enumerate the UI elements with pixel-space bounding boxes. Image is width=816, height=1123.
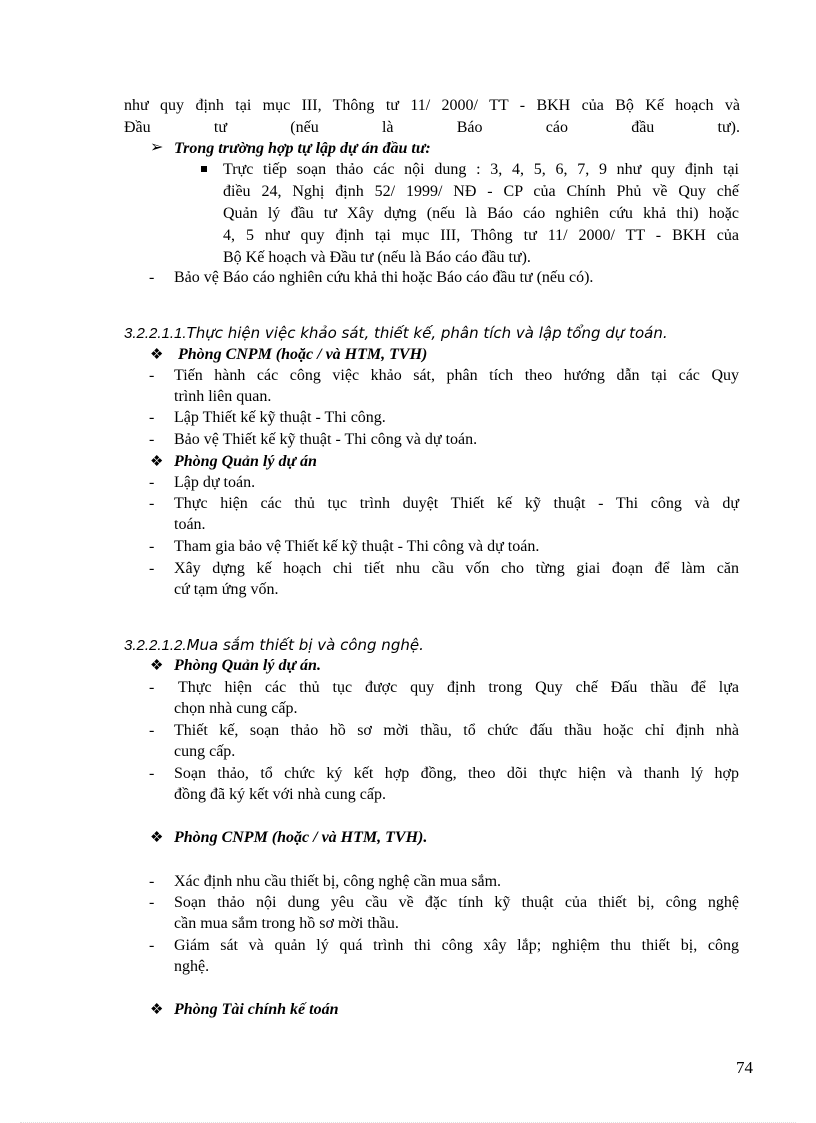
list-item: Bảo vệ Thiết kế kỹ thuật - Thi công và dự toán. — [174, 431, 478, 448]
dash-bullet: - — [149, 538, 155, 555]
list-item-cont: toán. — [174, 516, 206, 533]
dash-bullet: - — [149, 474, 155, 491]
list-item: Tham gia bảo vệ Thiết kế kỹ thuật - Thi công và dự toán. — [174, 538, 540, 555]
list-item-cont: chọn nhà cung cấp. — [174, 700, 298, 717]
diamond-bullet-icon: ❖ — [150, 454, 164, 470]
section-title: Thực hiện việc khảo sát, thiết kế, phân tích và lập tổng dự toán. — [186, 324, 668, 342]
diamond-bullet-icon: ❖ — [150, 658, 164, 674]
list-item: Thiết kế, soạn thảo hồ sơ mời thầu, tổ chức đấu thầu hoặc chỉ định nhà — [174, 722, 739, 739]
diamond-bullet-icon: ❖ — [150, 347, 164, 363]
list-item: Thực hiện các thủ tục được quy định trong Quy chế Đấu thầu để lựa — [178, 679, 739, 696]
list-item: Lập Thiết kế kỹ thuật - Thi công. — [174, 409, 386, 426]
list-item: Lập dự toán. — [174, 474, 256, 491]
dash-bullet: - — [149, 409, 155, 426]
bullet-line: Bộ Kế hoạch và Đầu tư (nếu là Báo cáo đầu tư). — [223, 249, 531, 266]
list-item: Bảo vệ Báo cáo nghiên cứu khả thi hoặc Báo cáo đầu tư (nếu có). — [174, 269, 594, 286]
list-item: Soạn thảo, tổ chức ký kết hợp đồng, theo dõi thực hiện và thanh lý hợp — [174, 765, 739, 782]
bullet-line: Trực tiếp soạn thảo các nội dung : 3, 4, 5, 6, 7, 9 như quy định tại — [223, 161, 739, 178]
dash-bullet: - — [149, 679, 155, 696]
paragraph-line: Đầu tư (nếu là Báo cáo đầu tư). — [124, 119, 740, 136]
page-number: 74 — [736, 1058, 753, 1077]
paragraph-line: như quy định tại mục III, Thông tư 11/ 2000/ TT - BKH của Bộ Kế hoạch và — [124, 97, 740, 114]
list-item-cont: cứ tạm ứng vốn. — [174, 581, 279, 598]
dash-bullet: - — [149, 431, 155, 448]
bullet-line: Quản lý đầu tư Xây dựng (nếu là Báo cáo nghiên cứu khả thi) hoặc — [223, 205, 739, 222]
section-number: 3.2.2.1.1. — [124, 325, 187, 342]
arrow-bullet-icon: ➢ — [150, 139, 164, 156]
list-item-cont: nghệ. — [174, 958, 210, 975]
list-item: Thực hiện các thủ tục trình duyệt Thiết kế kỹ thuật - Thi công và dự — [174, 495, 739, 512]
department-heading: Phòng CNPM (hoặc / và HTM, TVH) — [178, 346, 428, 363]
list-item: Giám sát và quản lý quá trình thi công xây lắp; nghiệm thu thiết bị, công — [174, 937, 739, 954]
section-heading — [124, 635, 424, 656]
dash-bullet: - — [149, 894, 155, 911]
list-item: Tiến hành các công việc khảo sát, phân tích theo hướng dẫn tại các Quy — [174, 367, 739, 384]
bullet-line: 4, 5 như quy định tại mục III, Thông tư 11/ 2000/ TT - BKH của — [223, 227, 739, 244]
dash-bullet: - — [149, 765, 155, 782]
list-item-cont: cần mua sắm trong hồ sơ mời thầu. — [174, 915, 399, 932]
bullet-line: điều 24, Nghị định 52/ 1999/ NĐ - CP của Chính Phủ về Quy chế — [223, 183, 739, 200]
department-heading: Phòng Quản lý dự án. — [174, 657, 321, 674]
dash-bullet: - — [149, 269, 155, 286]
list-item-cont: đồng đã ký kết với nhà cung cấp. — [174, 786, 386, 803]
list-item-cont: trình liên quan. — [174, 388, 272, 405]
list-item: Soạn thảo nội dung yêu cầu về đặc tính kỹ thuật của thiết bị, công nghệ — [174, 894, 739, 911]
dash-bullet: - — [149, 937, 155, 954]
diamond-bullet-icon: ❖ — [150, 830, 164, 846]
department-heading: Phòng CNPM (hoặc / và HTM, TVH). — [174, 829, 428, 846]
section-number: 3.2.2.1.2. — [124, 637, 187, 654]
square-bullet-icon — [201, 166, 207, 172]
dash-bullet: - — [149, 495, 155, 512]
section-heading — [124, 323, 668, 344]
dash-bullet: - — [149, 367, 155, 384]
dash-bullet: - — [149, 873, 155, 890]
dash-bullet: - — [149, 560, 155, 577]
list-item: Xác định nhu cầu thiết bị, công nghệ cần mua sắm. — [174, 873, 502, 890]
department-heading: Phòng Quản lý dự án — [174, 453, 317, 470]
section-title: Mua sắm thiết bị và công nghệ. — [186, 636, 424, 654]
diamond-bullet-icon: ❖ — [150, 1002, 164, 1018]
list-item-cont: cung cấp. — [174, 743, 236, 760]
dash-bullet: - — [149, 722, 155, 739]
list-item: Xây dựng kế hoạch chi tiết nhu cầu vốn cho từng giai đoạn để làm căn — [174, 560, 739, 577]
case-heading: Trong trường hợp tự lập dự án đầu tư: — [174, 140, 431, 157]
department-heading: Phòng Tài chính kế toán — [174, 1001, 339, 1018]
